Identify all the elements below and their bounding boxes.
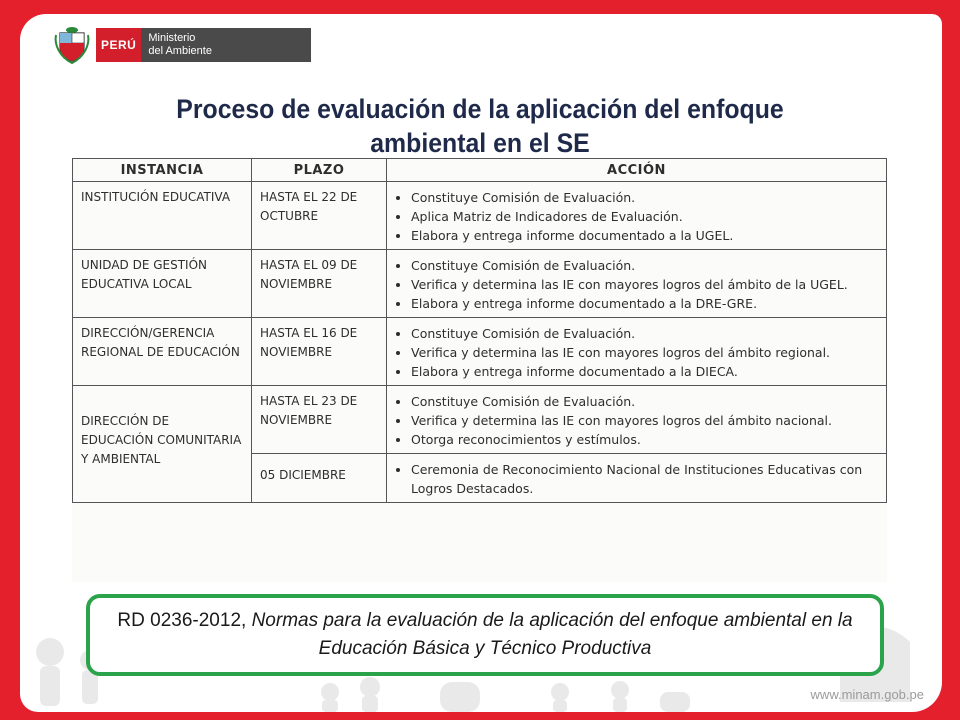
table-row xyxy=(73,250,887,318)
cell-accion xyxy=(387,182,887,250)
page-title xyxy=(94,92,867,160)
list-item: • Constituye Comisión de Evaluación. xyxy=(411,256,878,275)
cell-instancia: UNIDAD DE GESTIÓN EDUCATIVA LOCAL xyxy=(73,250,252,318)
list-item: • Verifica y determina las IE con mayores logros del ámbito de la UGEL. xyxy=(411,275,878,294)
list-item: • Verifica y determina las IE con mayores logros del ámbito regional. xyxy=(411,343,878,362)
reference-prefix: RD 0236-2012, xyxy=(117,610,252,631)
peru-label: PERÚ xyxy=(96,28,141,62)
list-item: • Elabora y entrega informe documentado a la DRE-GRE. xyxy=(411,294,878,313)
table-row xyxy=(73,386,887,454)
table-row xyxy=(73,318,887,386)
cell-accion xyxy=(387,386,887,454)
cell-plazo: 05 DICIEMBRE xyxy=(252,454,387,503)
cell-instancia: DIRECCIÓN DE EDUCACIÓN COMUNITARIA Y AMBIENTAL xyxy=(73,386,252,503)
list-item: • Constituye Comisión de Evaluación. xyxy=(411,392,878,411)
list-item: • Aplica Matriz de Indicadores de Evaluación. xyxy=(411,207,878,226)
list-item: • Ceremonia de Reconocimiento Nacional de Instituciones Educativas con Logros Destacados. xyxy=(411,460,878,498)
cell-plazo: HASTA EL 16 DE NOVIEMBRE xyxy=(252,318,387,386)
ministry-line-1: Ministerio xyxy=(148,32,196,44)
minam-logo xyxy=(52,24,311,66)
scanned-table xyxy=(72,158,887,582)
evaluation-table xyxy=(72,158,887,503)
list-item: • Verifica y determina las IE con mayores logros del ámbito nacional. xyxy=(411,411,878,430)
table-row xyxy=(73,182,887,250)
table-header-row xyxy=(73,159,887,182)
cell-plazo: HASTA EL 23 DE NOVIEMBRE xyxy=(252,386,387,454)
ministry-label xyxy=(141,28,311,62)
list-item: • Elabora y entrega informe documentado a la DIECA. xyxy=(411,362,878,381)
list-item: • Constituye Comisión de Evaluación. xyxy=(411,188,878,207)
list-item: • Elabora y entrega informe documentado a la UGEL. xyxy=(411,226,878,245)
list-item: • Constituye Comisión de Evaluación. xyxy=(411,324,878,343)
reference-text xyxy=(102,607,868,663)
header-accion: ACCIÓN xyxy=(387,159,887,182)
reference-note xyxy=(86,594,884,676)
title-line-1: Proceso de evaluación de la aplicación del enfoque xyxy=(176,94,784,124)
cell-accion xyxy=(387,454,887,503)
cell-instancia: INSTITUCIÓN EDUCATIVA xyxy=(73,182,252,250)
title-line-2: ambiental en el SE xyxy=(370,128,590,158)
header-instancia: INSTANCIA xyxy=(73,159,252,182)
reference-title: Normas para la evaluación de la aplicación del enfoque ambiental en la Educación Básica y Técnico Productiva xyxy=(251,610,853,659)
cell-accion xyxy=(387,318,887,386)
cell-instancia: DIRECCIÓN/GERENCIA REGIONAL DE EDUCACIÓN xyxy=(73,318,252,386)
peru-coat-of-arms-icon xyxy=(52,25,92,65)
footer-url: www.minam.gob.pe xyxy=(810,687,924,702)
list-item: • Otorga reconocimientos y estímulos. xyxy=(411,430,878,449)
cell-accion xyxy=(387,250,887,318)
header-plazo: PLAZO xyxy=(252,159,387,182)
slide-canvas xyxy=(20,14,942,712)
cell-plazo: HASTA EL 22 DE OCTUBRE xyxy=(252,182,387,250)
cell-plazo: HASTA EL 09 DE NOVIEMBRE xyxy=(252,250,387,318)
ministry-line-2: del Ambiente xyxy=(148,45,212,57)
